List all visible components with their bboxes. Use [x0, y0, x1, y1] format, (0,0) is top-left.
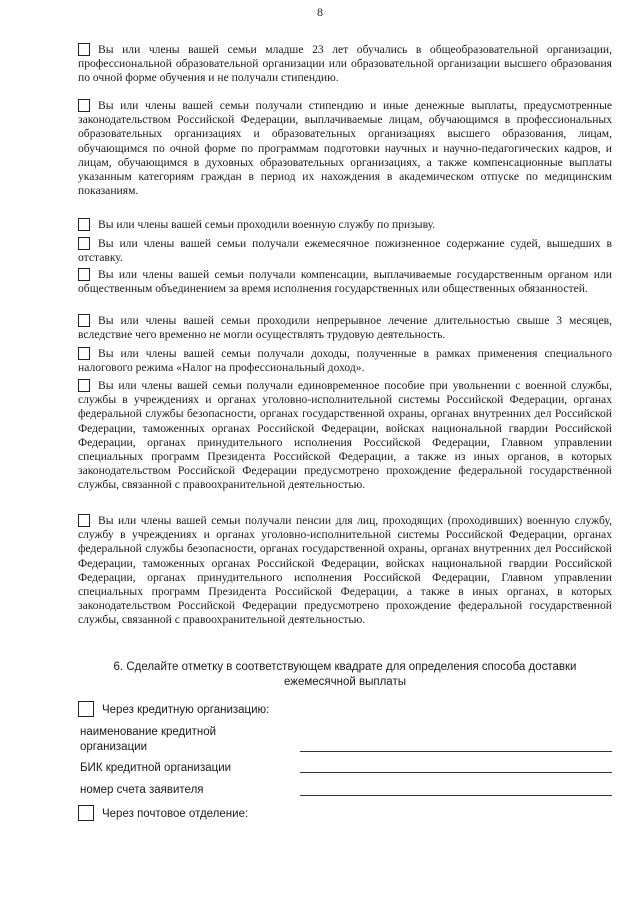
checkbox-item-stipend — [78, 99, 612, 198]
checkbox[interactable] — [78, 43, 90, 56]
option-credit-org — [78, 701, 269, 718]
checkbox[interactable] — [78, 268, 90, 281]
checkbox[interactable] — [78, 701, 94, 717]
label-bik: БИК кредитной организации — [80, 762, 232, 774]
checkbox[interactable] — [78, 237, 90, 250]
item-text: Вы или члены вашей семьи младше 23 лет обучались в общеобразовательной организации, профессиональной образовательной организации или образовательной организации высшего образования по очной форме обучения и не получали стипендию. — [78, 43, 612, 85]
checkbox[interactable] — [78, 379, 90, 392]
checkbox[interactable] — [78, 99, 90, 112]
checkbox[interactable] — [78, 314, 90, 327]
label-account-number: номер счета заявителя — [80, 784, 204, 796]
item-text: Вы или члены вашей семьи получали стипендию и иные денежные выплаты, предусмотренные законодательством Российской Федерации, выплачиваемые лицам, обучающимся в профессиональных образовательных организациях и образовательных организациях высшего образования, лицам, обучающимся по очной форме по программам подготовки научных и научно-педагогических кадров, и лицам, обучающимся в духовных образовательных организациях, а также компенсационные выплаты указанным категориям граждан в период их нахождения в академическом отпуске по медицинским показаниям. — [78, 99, 612, 198]
item-text: Вы или члены вашей семьи проходили военную службу по призыву. — [98, 218, 436, 231]
option-post-office — [78, 805, 248, 822]
section-6-title: 6. Сделайте отметку в соответствующем квадрате для определения способа доставки ежемесячной выплаты — [113, 661, 577, 688]
checkbox-item-public-duties — [78, 268, 612, 296]
input-bik[interactable] — [300, 772, 612, 773]
input-credit-org-name[interactable] — [300, 751, 612, 752]
checkbox[interactable] — [78, 347, 90, 360]
checkbox[interactable] — [78, 805, 94, 821]
option-label: Через почтовое отделение: — [102, 808, 249, 820]
checkbox-item-judge-allowance — [78, 237, 612, 265]
checkbox-item-service-pension — [78, 514, 612, 628]
item-text: Вы или члены вашей семьи получали компенсации, выплачиваемые государственным органом или общественным объединением за время исполнения государственных или общественных обязанностей. — [78, 268, 612, 296]
checkbox-item-discharge-allowance — [78, 379, 612, 493]
checkbox[interactable] — [78, 218, 90, 231]
checkbox-item-long-treatment — [78, 314, 612, 342]
page-number: 8 — [317, 5, 323, 19]
checkbox-item-student-no-stipend — [78, 43, 612, 86]
checkbox[interactable] — [78, 514, 90, 527]
checkbox-item-self-employed — [78, 347, 612, 375]
label-credit-org-name: наименование кредитной организации — [80, 726, 217, 753]
item-text: Вы или члены вашей семьи получали пенсии для лиц, проходящих (проходивших) военную службу, службу в учреждениях и органах уголовно-исполнительной системы Российской Федерации, органах федеральной службы безопасности, органах государственной охраны, органах внутренних дел Российской Федерации, таможенных органах Российской Федерации, войсках национальной гвардии Российской Федерации, органах принудительного исполнения Российской Федерации, Главном управлении специальных программ Президента Российской Федерации, а также в иных органах, в которых законодательством Российской Федерации предусмотрено прохождение федеральной государственной службы, связанной с правоохранительной деятельностью. — [78, 514, 612, 627]
item-text: Вы или члены вашей семьи получали единовременное пособие при увольнении с военной службы, службы в учреждениях и органах уголовно-исполнительной системы Российской Федерации, органах федеральной службы безопасности, органах государственной охраны, органах внутренних дел Российской Федерации, таможенных органах Российской Федерации, войсках национальной гвардии Российской Федерации, органах принудительного исполнения Российской Федерации, Главном управлении специальных программ Президента Российской Федерации, а также из иных органов, в которых законодательством Российской Федерации предусмотрено прохождение федеральной государственной службы, связанной с правоохранительной деятельностью. — [78, 379, 612, 492]
item-text: Вы или члены вашей семьи получали ежемесячное пожизненное содержание судей, вышедших в отставку. — [78, 237, 612, 265]
checkbox-item-military-conscript — [78, 218, 612, 232]
item-text: Вы или члены вашей семьи проходили непрерывное лечение длительностью свыше 3 месяцев, вследствие чего временно не могли осуществлять трудовую деятельность. — [78, 314, 612, 342]
option-label: Через кредитную организацию: — [102, 704, 270, 716]
item-text: Вы или члены вашей семьи получали доходы, полученные в рамках применения специального налогового режима «Налог на профессиональный доход». — [78, 347, 612, 375]
input-account-number[interactable] — [300, 795, 612, 796]
